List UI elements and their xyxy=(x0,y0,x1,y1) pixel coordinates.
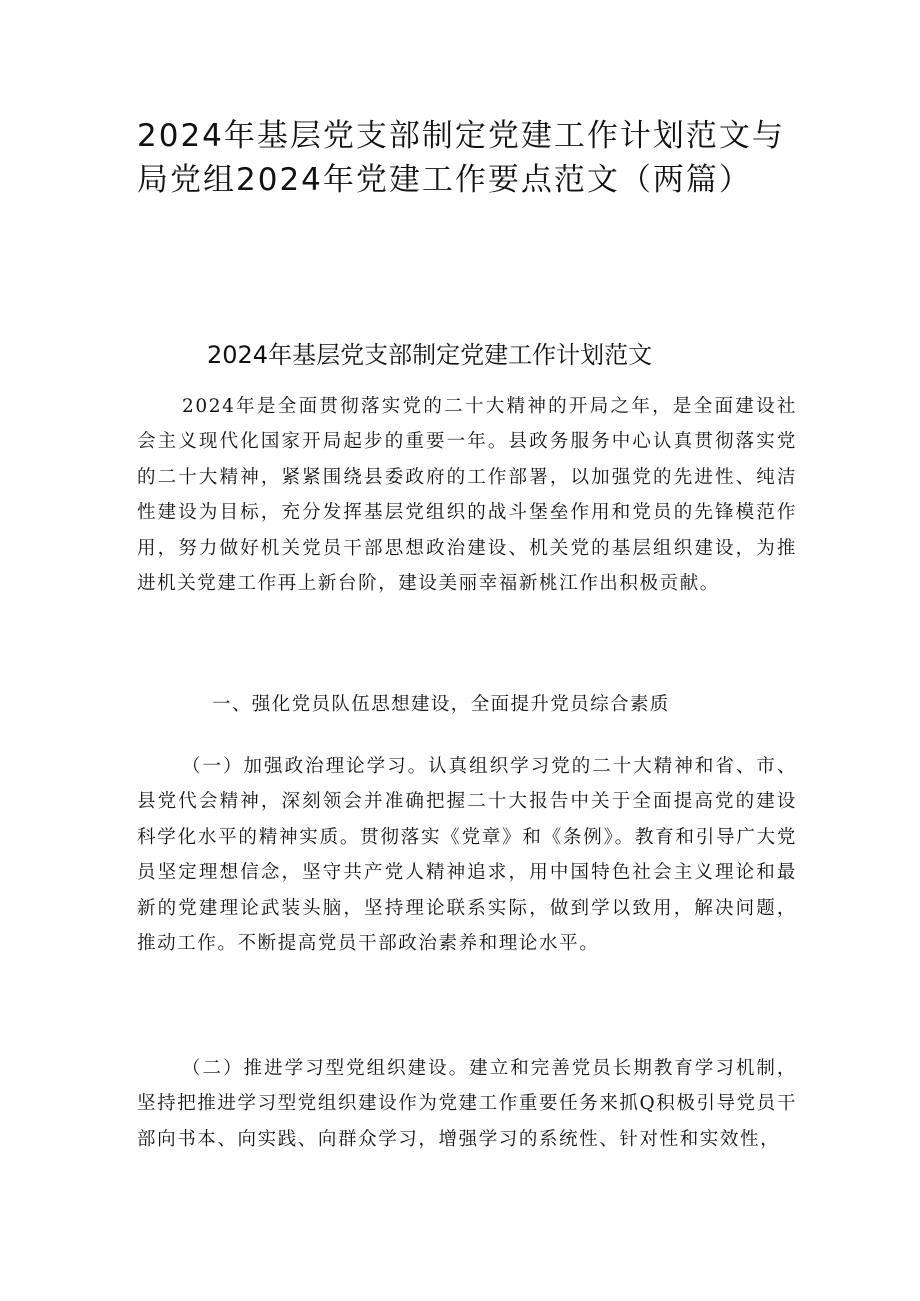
section-title: 2024年基层党支部制定党建工作计划范文 xyxy=(207,341,653,369)
sub-paragraph-1: （一）加强政治理论学习。认真组织学习党的二十大精神和省、市、县党代会精神，深刻领会并准确把握二十大报告中关于全面提高党的建设科学化水平的精神实质。贯彻落实《党章》和《条例》。教育和引导广大党员坚定理想信念，坚守共产党人精神追求，用中国特色社会主义理论和最新的党建理论武装头脑，坚持理论联系实际，做到学以致用，解决问题，推动工作。不断提高党员干部政治素养和理论水平。 xyxy=(137,756,797,955)
intro-paragraph: 2024年是全面贯彻落实党的二十大精神的开局之年，是全面建设社会主义现代化国家开局起步的重要一年。县政务服务中心认真贯彻落实党的二十大精神，紧紧围绕县委政府的工作部署，以加强党的先进性、纯洁性建设为目标，充分发挥基层党组织的战斗堡垒作用和党员的先锋模范作用，努力做好机关党员干部思想政治建设、机关党的基层组织建设，为推进机关党建工作再上新台阶，建设美丽幸福新桃江作出积极贡献。 xyxy=(137,396,797,595)
heading-one: 一、强化党员队伍思想建设，全面提升党员综合素质 xyxy=(212,694,670,715)
document-title: 2024年基层党支部制定党建工作计划范文与局党组2024年党建工作要点范文（两篇） xyxy=(137,118,785,198)
sub-paragraph-2: （二）推进学习型党组织建设。建立和完善党员长期教育学习机制，坚持把推进学习型党组织建设作为党建工作重要任务来抓Q积极引导党员干部向书本、向实践、向群众学习，增强学习的系统性、针对性和实效性， xyxy=(137,1058,797,1150)
